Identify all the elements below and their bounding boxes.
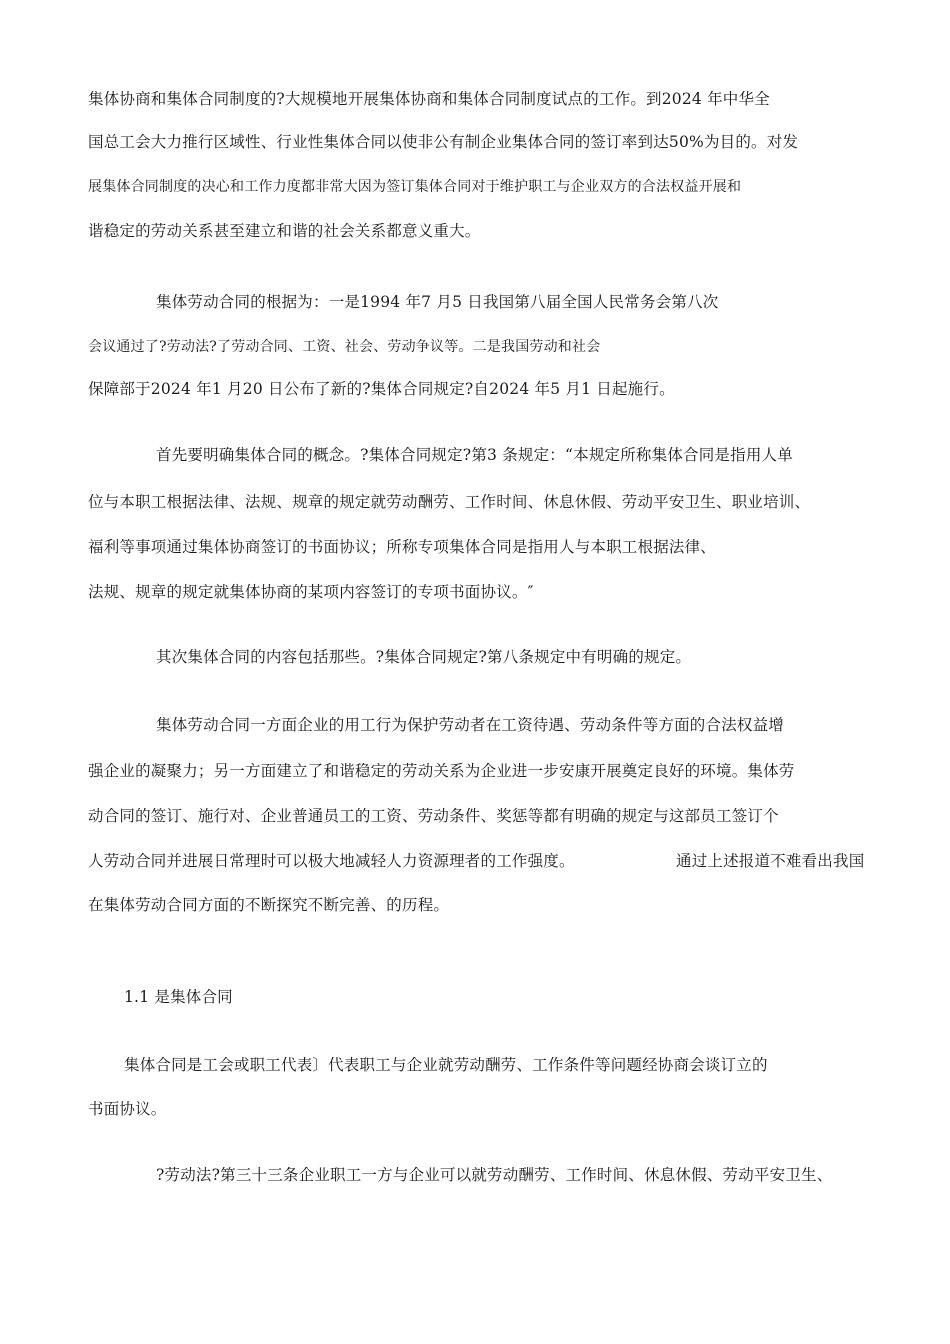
- text-line: 其次集体合同的内容包括那些。?集体合同规定?第八条规定中有明确的规定。: [156, 648, 692, 666]
- text-line: 集体劳动合同一方面企业的用工行为保护劳动者在工资待遇、劳动条件等方面的合法权益增: [156, 716, 785, 734]
- text-line: 福利等事项通过集体协商签订的书面协议；所称专项集体合同是指用人与本职工根据法律、: [88, 538, 717, 556]
- text-line: 谐稳定的劳动关系甚至建立和谐的社会关系都意义重大。: [88, 222, 481, 240]
- text-line: 书面协议。: [88, 1100, 167, 1118]
- text-line: 通过上述报道不难看出我国: [676, 852, 865, 870]
- text-line: 集体劳动合同的根据为：一是1994 年7 月5 日我国第八届全国人民常务会第八次: [156, 293, 719, 311]
- text-line: 人劳动合同并进展日常理时可以极大地减轻人力资源理者的工作强度。: [88, 852, 575, 870]
- text-line: 强企业的凝聚力；另一方面建立了和谐稳定的劳动关系为企业进一步安康开展奠定良好的环境。集体劳: [88, 762, 795, 780]
- text-line: 会议通过了?劳动法?了劳动合同、工资、社会、劳动争议等。二是我国劳动和社会: [88, 339, 601, 355]
- text-line: 集体合同是工会或职工代表〕代表职工与企业就劳动酬劳、工作条件等问题经协商会谈订立的: [124, 1056, 768, 1074]
- text-line: 集体协商和集体合同制度的?大规模地开展集体协商和集体合同制度试点的工作。到2024 年中华全: [88, 90, 770, 108]
- text-line: 位与本职工根据法律、法规、规章的规定就劳动酬劳、工作时间、休息休假、劳动平安卫生、职业培训、: [88, 493, 811, 511]
- text-line: 动合同的签订、施行对、企业普通员工的工资、劳动条件、奖惩等都有明确的规定与这部员工签订个: [88, 807, 779, 825]
- text-line: 保障部于2024 年1 月20 日公布了新的?集体合同规定?自2024 年5 月1 日起施行。: [88, 380, 675, 398]
- text-line: 国总工会大力推行区域性、行业性集体合同以使非公有制企业集体合同的签订率到达50%为目的。对发: [88, 133, 799, 151]
- text-line: 首先要明确集体合同的概念。?集体合同规定?第3 条规定：“本规定所称集体合同是指用人单: [156, 446, 793, 464]
- text-line: 展集体合同制度的决心和工作力度都非常大因为签订集体合同对于维护职工与企业双方的合法权益开展和: [88, 179, 742, 195]
- text-line: 在集体劳动合同方面的不断探究不断完善、的历程。: [88, 896, 450, 914]
- text-line: 法规、规章的规定就集体协商的某项内容签订的专项书面协议。″: [88, 583, 534, 601]
- text-line: ?劳动法?第三十三条企业职工一方与企业可以就劳动酬劳、工作时间、休息休假、劳动平安卫生、: [156, 1166, 833, 1184]
- section-heading: 1.1 是集体合同: [124, 988, 233, 1006]
